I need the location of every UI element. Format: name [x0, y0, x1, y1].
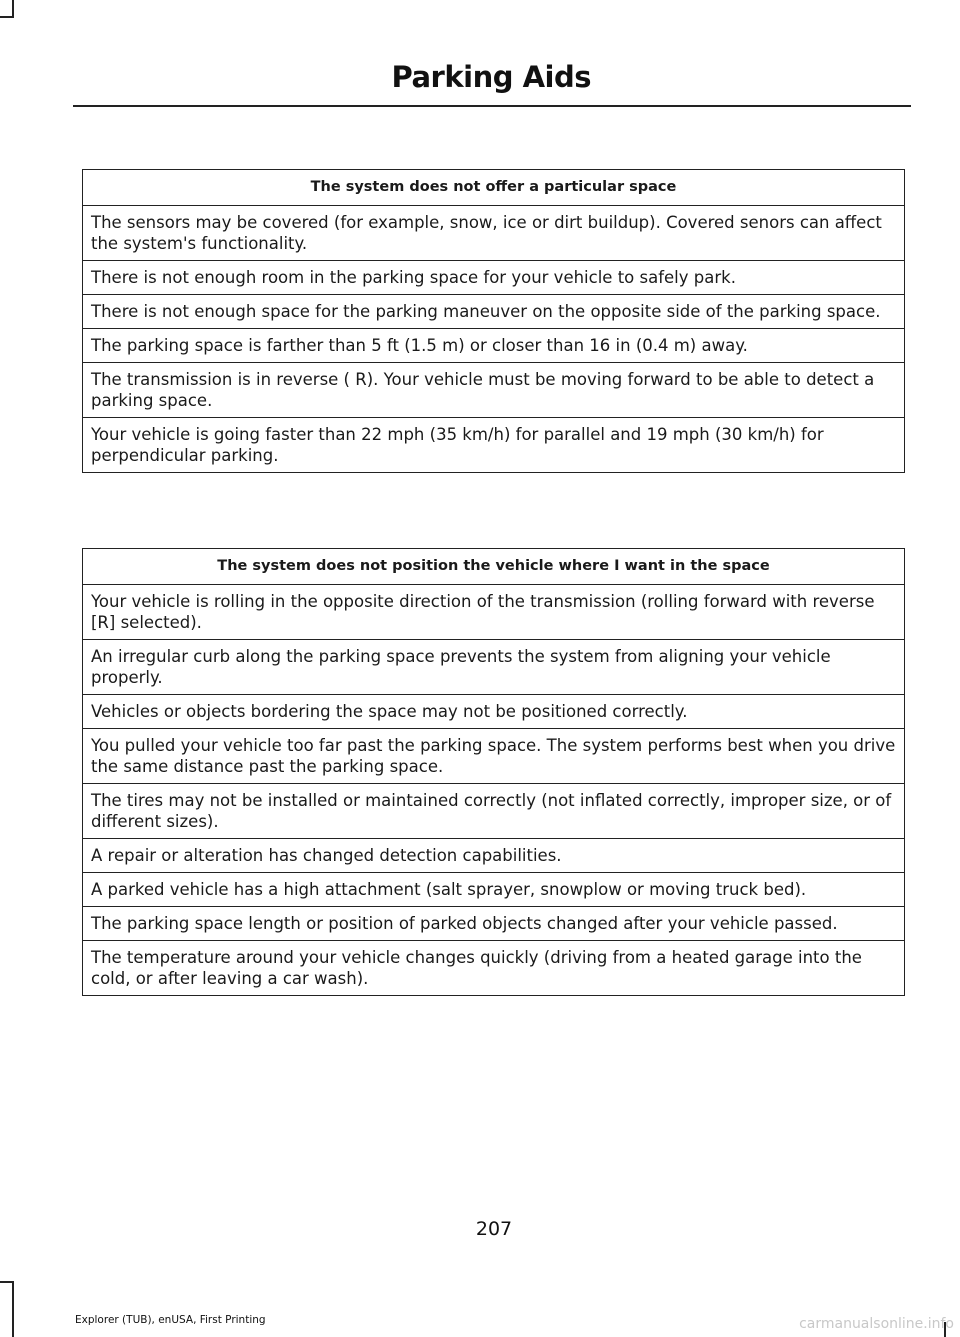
table-row: [83, 839, 905, 873]
table-row: [83, 261, 905, 295]
table-cell: A repair or alteration has changed detection capabilities.: [83, 839, 905, 873]
page-number: 207: [475, 1218, 513, 1240]
table-cell: The parking space length or position of parked objects changed after your vehicle passed.: [83, 907, 905, 941]
table-cell: A parked vehicle has a high attachment (salt sprayer, snowplow or moving truck bed).: [83, 873, 905, 907]
crop-mark: [0, 16, 14, 18]
header-divider: [73, 105, 911, 107]
table-cell: Your vehicle is going faster than 22 mph (35 km/h) for parallel and 19 mph (30 km/h) for perpendicular parking.: [83, 418, 905, 473]
table-cell: There is not enough room in the parking space for your vehicle to safely park.: [83, 261, 905, 295]
troubleshooting-table: [82, 169, 905, 473]
table-row: [83, 585, 905, 640]
watermark: carmanualsonline.info: [799, 1316, 954, 1332]
table-heading: The system does not position the vehicle where I want in the space: [83, 549, 905, 585]
table-row: [83, 873, 905, 907]
crop-mark: [0, 1281, 14, 1283]
table-row: [83, 729, 905, 784]
table-cell: An irregular curb along the parking space prevents the system from aligning your vehicle properly.: [83, 640, 905, 695]
page-title: Parking Aids: [391, 60, 591, 94]
table-cell: The sensors may be covered (for example, snow, ice or dirt buildup). Covered senors can affect the system's functionality.: [83, 206, 905, 261]
crop-mark: [12, 1281, 14, 1337]
table-cell: The parking space is farther than 5 ft (1.5 m) or closer than 16 in (0.4 m) away.: [83, 329, 905, 363]
table-cell: You pulled your vehicle too far past the parking space. The system performs best when you drive the same distance past the parking space.: [83, 729, 905, 784]
table-cell: The tires may not be installed or maintained correctly (not inflated correctly, improper size, or of different sizes).: [83, 784, 905, 839]
edition-footer: Explorer (TUB), enUSA, First Printing: [75, 1314, 266, 1326]
table-cell: The temperature around your vehicle changes quickly (driving from a heated garage into the cold, or after leaving a car wash).: [83, 941, 905, 996]
table-row: [83, 329, 905, 363]
table-row: [83, 640, 905, 695]
table-row: [83, 784, 905, 839]
table-heading: The system does not offer a particular space: [83, 170, 905, 206]
table-row: [83, 907, 905, 941]
table-cell: The transmission is in reverse ( R). Your vehicle must be moving forward to be able to detect a parking space.: [83, 363, 905, 418]
table-cell: There is not enough space for the parking maneuver on the opposite side of the parking space.: [83, 295, 905, 329]
table-row: [83, 206, 905, 261]
table-cell: Vehicles or objects bordering the space may not be positioned correctly.: [83, 695, 905, 729]
table-row: [83, 418, 905, 473]
table-row: [83, 363, 905, 418]
table-cell: Your vehicle is rolling in the opposite direction of the transmission (rolling forward with reverse [R] selected).: [83, 585, 905, 640]
troubleshooting-table: [82, 548, 905, 996]
table-row: [83, 695, 905, 729]
table-row: [83, 295, 905, 329]
table-row: [83, 941, 905, 996]
